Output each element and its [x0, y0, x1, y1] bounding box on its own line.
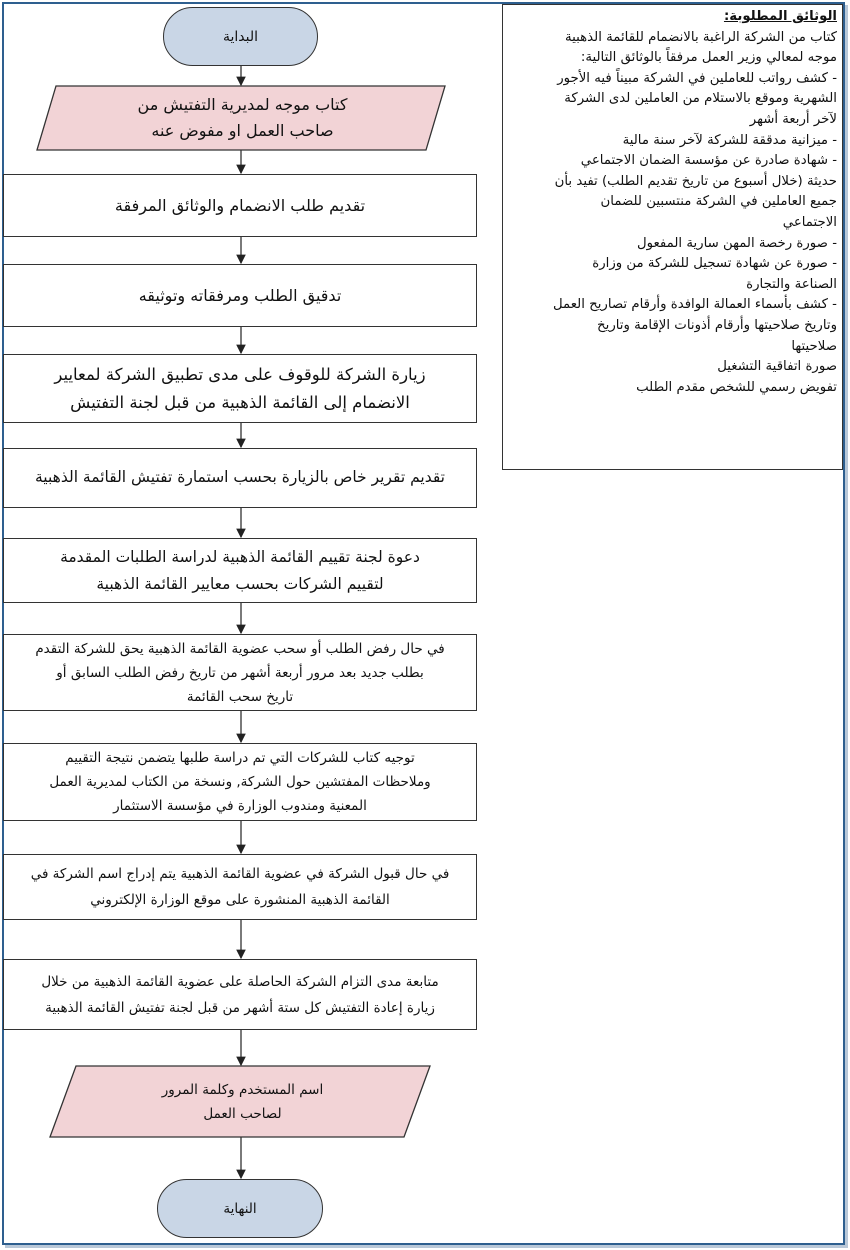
doc-line: الصناعة والتجارة: [746, 276, 837, 292]
output-credentials-line-2: لصاحب العمل: [203, 1105, 282, 1122]
doc-line: الاجتماعي: [782, 214, 837, 230]
step-visit-line-2: الانضمام إلى القائمة الذهبية من قبل لجنة التفتيش: [70, 392, 410, 412]
step-letter-line-2: وملاحظات المفتشين حول الشركة, ونسخة من الكتاب لمديرية العمل: [49, 774, 431, 790]
doc-line: تفويض رسمي للشخص مقدم الطلب: [636, 379, 837, 395]
step-visit-report: [3, 448, 477, 508]
step-result-letter: [3, 743, 477, 821]
required-documents-title: الوثائق المطلوبة:: [723, 9, 837, 24]
step-follow-line-2: زيارة إعادة التفتيش كل ستة أشهر من قبل لجنة تفتيش القائمة الذهبية: [45, 999, 435, 1016]
doc-line: - صورة عن شهادة تسجيل للشركة من وزارة: [592, 256, 837, 272]
doc-line: الشهرية وموقع بالاستلام من العاملين لدى الشركة: [564, 91, 837, 107]
step-committee-line-1: دعوة لجنة تقييم القائمة الذهبية لدراسة الطلبات المقدمة: [60, 547, 420, 566]
step-committee-line-2: لتقييم الشركات بحسب معايير القائمة الذهبية: [96, 574, 384, 593]
step-rejection-line-2: بطلب جديد بعد مرور أربعة أشهر من تاريخ رفض الطلب السابق أو: [56, 664, 424, 681]
step-rejection-line-1: في حال رفض الطلب أو سحب عضوية القائمة الذهبية يحق للشركة التقدم: [35, 640, 445, 657]
end-label: النهاية: [223, 1200, 257, 1217]
step-follow-up: [3, 959, 477, 1030]
step-report-label: تقديم تقرير خاص بالزيارة بحسب استمارة تفتيش القائمة الذهبية: [35, 468, 445, 487]
doc-line: لآخر أربعة أشهر: [749, 111, 837, 127]
doc-line: جميع العاملين في الشركة منتسبين للضمان: [600, 194, 837, 210]
doc-line: وتاريخ صلاحيتها وأرقام أذونات الإقامة وتاريخ: [597, 317, 837, 333]
doc-line: - ميزانية مدققة للشركة لآخر سنة مالية: [622, 132, 837, 148]
step-verify-label: تدقيق الطلب ومرفقاته وتوثيقه: [138, 285, 342, 305]
required-documents-panel: [502, 4, 843, 470]
start-label: البداية: [222, 28, 259, 45]
output-credentials-line-1: اسم المستخدم وكلمة المرور: [161, 1081, 324, 1098]
doc-line: - كشف بأسماء العمالة الوافدة وأرقام تصاريح العمل: [552, 297, 837, 313]
doc-line: صلاحيتها: [791, 338, 837, 354]
step-letter-line-1: توجيه كتاب للشركات التي تم دراسة طلبها يتضمن نتيجة التقييم: [65, 750, 415, 766]
step-accept-line-1: في حال قبول الشركة في عضوية القائمة الذهبية يتم إدراج اسم الشركة في: [30, 866, 450, 882]
step-rejection-line-3: تاريخ سحب القائمة: [186, 688, 294, 705]
doc-line: - صورة رخصة المهن سارية المفعول: [636, 235, 837, 251]
step-visit-line-1: زيارة الشركة للوقوف على مدى تطبيق الشركة لمعايير: [54, 364, 426, 384]
step-letter-line-3: المعنية ومندوب الوزارة في مؤسسة الاستثمار: [113, 798, 367, 814]
step-accept-line-2: القائمة الذهبية المنشورة على موقع الوزارة الإلكتروني: [90, 892, 390, 908]
step-follow-line-1: متابعة مدى التزام الشركة الحاصلة على عضوية القائمة الذهبية من خلال: [41, 973, 439, 990]
output-credentials-text: [70, 1066, 415, 1137]
step-acceptance-case: [3, 854, 477, 920]
doc-line: - كشف رواتب للعاملين في الشركة مبيناً فيه الأجور: [557, 70, 837, 86]
doc-line: موجه لمعالي وزير العمل مرفقاً بالوثائق التالية:: [580, 50, 837, 66]
step-verify-application: [3, 264, 477, 327]
input-letter-line-2: صاحب العمل او مفوض عنه: [151, 121, 334, 140]
step-submit-application: [3, 174, 477, 237]
start-terminal: [163, 7, 318, 66]
step-rejection-case: [3, 634, 477, 711]
doc-line: كتاب من الشركة الراغبة بالانضمام للقائمة الذهبية: [565, 29, 837, 45]
step-company-visit: [3, 354, 477, 423]
doc-line: - شهادة صادرة عن مؤسسة الضمان الاجتماعي: [580, 153, 837, 169]
end-terminal: [157, 1179, 323, 1238]
step-committee-invite: [3, 538, 477, 603]
step-submit-label: تقديم طلب الانضمام والوثائق المرفقة: [114, 195, 366, 215]
input-letter-line-1: كتاب موجه لمديرية التفتيش من: [137, 95, 348, 114]
doc-line: صورة اتفاقية التشغيل: [717, 359, 837, 375]
doc-line: حديثة (خلال أسبوع من تاريخ تقديم الطلب) تفيد بأن: [554, 173, 837, 189]
input-letter-text: [60, 86, 425, 150]
